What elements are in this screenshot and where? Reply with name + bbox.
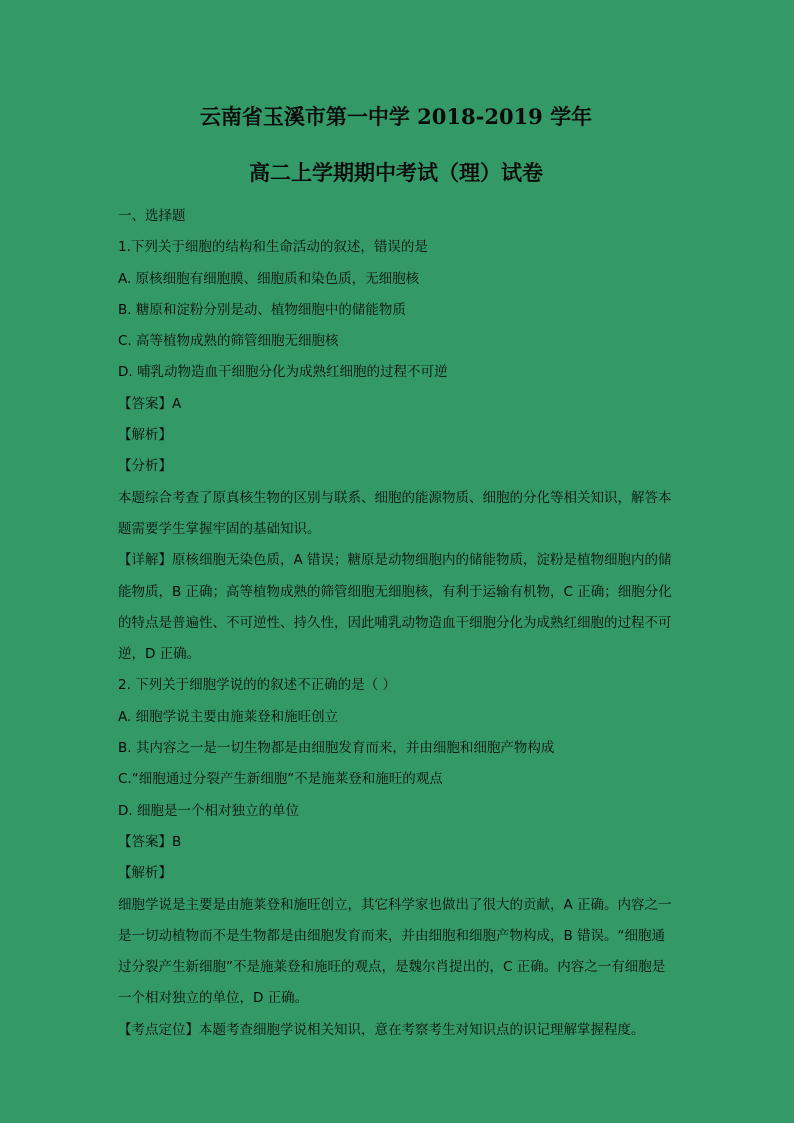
analysis-label: 【解析】 xyxy=(118,865,172,882)
option-d: D. 细胞是一个相对独立的单位 xyxy=(118,802,299,819)
section-heading: 一、选择题 xyxy=(118,208,186,224)
analysis-label: 【解析】 xyxy=(118,427,172,444)
option-b: B. 其内容之一是一切生物都是由细胞发育而来，并由细胞和细胞产物构成 xyxy=(118,740,555,757)
option-a: A. 细胞学说主要由施莱登和施旺创立 xyxy=(118,708,339,725)
question-stem: 2. 下列关于细胞学说的的叙述不正确的是（ ） xyxy=(118,677,396,694)
detail-text: 【详解】原核细胞无染色质，A 错误；糖原是动物细胞内的储能物质，淀粉是植物细胞内的储能物质，B 正确；高等植物成熟的筛管细胞无细胞核，有利于运输有机物，C 正确；细胞分化的特点是普遍性、不可逆性、持久性，因此哺乳动物造血干细胞分化为成熟红细胞的过程不可逆，D 正确。 xyxy=(118,552,672,663)
page-title-line2: 高二上学期期中考试（理）试卷 xyxy=(249,160,543,185)
option-c: C. 高等植物成熟的筛管细胞无细胞核 xyxy=(118,333,339,350)
analysis-text: 细胞学说是主要是由施莱登和施旺创立，其它科学家也做出了很大的贡献，A 正确。内容之一是一切动植物而不是生物都是由细胞发育而来，并由细胞和细胞产物构成，B 错误。“细胞通过分裂产生新细胞”不是施莱登和施旺的观点，是魏尔肖提出的，C 正确。内容之一有细胞是一个相对独立的单位，D 正确。 xyxy=(118,896,672,1007)
question-2 xyxy=(118,670,674,1046)
fenxi-text: 本题综合考查了原真核生物的区别与联系、细胞的能源物质、细胞的分化等相关知识，解答本题需要学生掌握牢固的基础知识。 xyxy=(118,489,672,537)
answer: 【答案】A xyxy=(118,395,182,412)
option-d: D. 哺乳动物造血干细胞分化为成熟红细胞的过程不可逆 xyxy=(118,364,448,381)
page-title-line1: 云南省玉溪市第一中学 2018-2019 学年 xyxy=(199,104,593,129)
option-c: C.“细胞通过分裂产生新细胞”不是施莱登和施旺的观点 xyxy=(118,771,443,788)
fenxi-label: 【分析】 xyxy=(118,458,172,475)
option-b: B. 糖原和淀粉分别是动、植物细胞中的储能物质 xyxy=(118,301,406,318)
option-a: A. 原核细胞有细胞膜、细胞质和染色质，无细胞核 xyxy=(118,270,420,287)
kaodian-text: 【考点定位】本题考查细胞学说相关知识，意在考察考生对知识点的识记理解掌握程度。 xyxy=(118,1021,645,1038)
answer: 【答案】B xyxy=(118,833,182,850)
question-1 xyxy=(118,232,674,670)
question-stem: 1.下列关于细胞的结构和生命活动的叙述，错误的是 xyxy=(118,239,428,256)
